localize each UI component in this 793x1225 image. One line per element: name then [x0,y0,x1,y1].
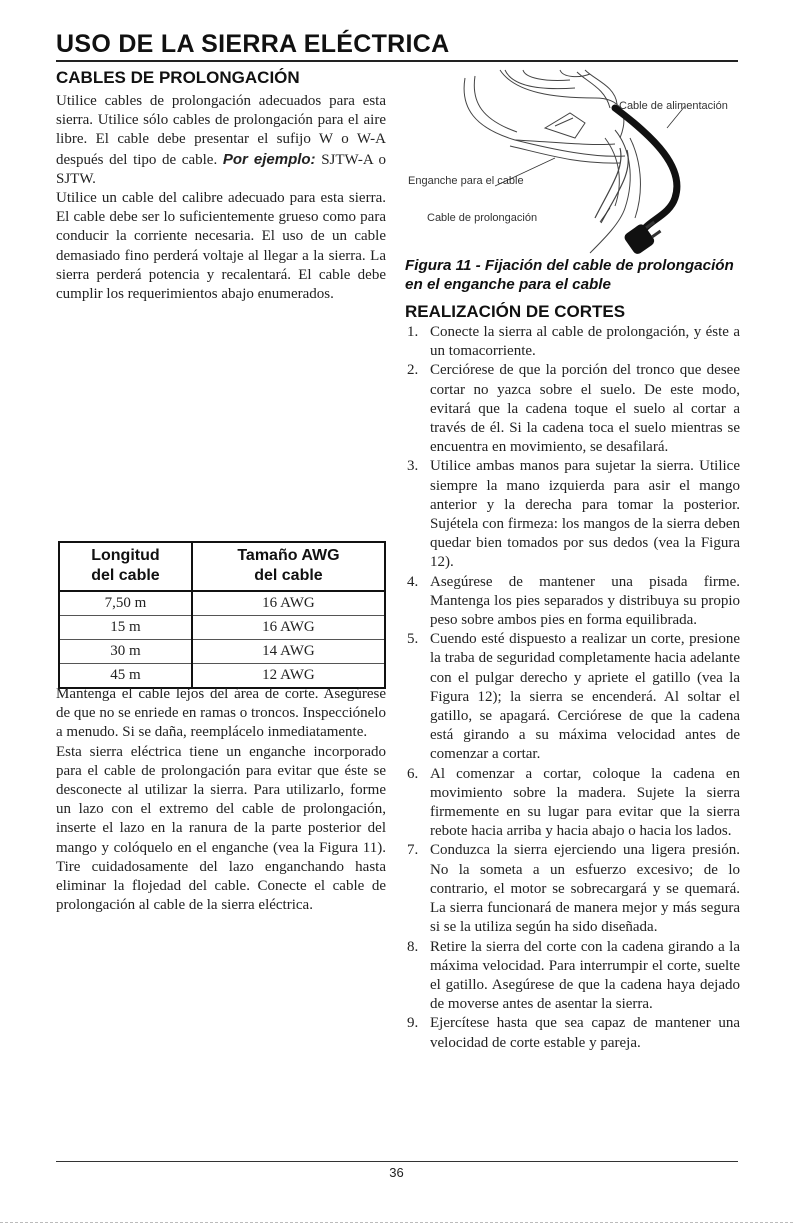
figure-11 [405,68,745,258]
footer-rule [0,1222,793,1223]
list-item [405,1014,740,1052]
cell-awg: 16 AWG [192,591,385,616]
table-row [59,616,385,640]
step-number: 9. [407,1015,419,1032]
label-power-cord: Cable de alimentación [619,100,728,112]
title-rule [56,60,738,62]
step-text: Asegúrese de mantener una pisada firme. Mantenga los pies separados y distribuya su propio peso sobre ambos pies en forma equilibrada. [430,573,740,629]
bottom-rule [56,1161,738,1162]
list-item [405,361,740,457]
cell-length: 45 m [59,664,192,689]
list-item [405,323,740,361]
list-item [405,573,740,631]
section-heading-cortes: REALIZACIÓN DE CORTES [405,302,626,321]
paragraph-cable-gauge: Utilice un cable del calibre adecuado para esta sierra. El cable debe ser lo suficientemente grueso como para conducir la corriente necesaria. El uso de un cable demasiado fino perderá voltaje al llegar a la sierra. La sierra perderá potencia y recalentará. El cable debe cumplir los requerimientos abajo enumerados. [56,190,386,303]
header-length-line1: Longitud [91,547,160,564]
step-text: Cerciórese de que la porción del tronco que desee cortar no yazca sobre el suelo. De este modo, evitará que la cadena toque el suelo al cortar a través de él. Si la cadena toca el suelo mientras se encuentra en movimiento, se desafilará. [430,362,740,456]
step-text: Conduzca la sierra ejerciendo una ligera presión. No la someta a un esfuerzo excesivo; de lo contrario, el motor se sobrecargará y se quemará. La sierra funcionará de manera mejor y más segura si se la utiliza según ha sido diseñada. [430,842,740,936]
step-number: 6. [407,765,419,782]
page-number: 36 [389,1165,404,1180]
paragraph-cable-type [56,92,386,189]
table-row [59,640,385,664]
step-number: 8. [407,938,419,955]
cell-length: 7,50 m [59,591,192,616]
steps-list [405,323,740,1053]
left-column [56,68,386,304]
list-item [405,457,740,572]
header-awg [192,542,385,591]
step-number: 5. [407,631,419,648]
header-awg-line2: del cable [254,567,323,584]
table-header-row [59,542,385,591]
paragraph-keep-cable-away: Mantenga el cable lejos del área de corte. Asegúrese de que no se enriede en ramas o troncos. Inspecciónelo a menudo. Si se daña, reemplácelo inmediatamente. [56,686,386,741]
cord-hook-illustration [405,68,745,258]
paragraph-cable-type-a: Utilice cables de prolongación adecuados para esta sierra. Utilice sólo cables de prolongación para el aire libre. El cable debe presentar el sufijo W o W-A después del tipo de cable. [56,93,386,168]
cell-awg: 12 AWG [192,664,385,689]
header-awg-line1: Tamaño AWG [237,547,340,564]
figure-caption: Figura 11 - Fijación del cable de prolongación en el enganche para el cable [405,257,734,293]
paragraph-cord-hook: Esta sierra eléctrica tiene un enganche incorporado para el cable de prolongación para evitar que éste se desconecte al utilizar la sierra. Para utilizarlo, forme un lazo con el extremo del cable de prolongación, inserte el lazo en la ranura de la parte posterior del mango y colóquelo en el enganche (vea la Figura 11). Tire cuidadosamente del lazo enganchando hasta eliminar la flojedad del cable. Conecte el cable de prolongación al cable de la sierra eléctrica. [56,743,386,914]
cell-length: 15 m [59,616,192,640]
list-item [405,938,740,1015]
step-number: 2. [407,362,419,379]
header-length [59,542,192,591]
list-item [405,765,740,842]
cell-awg: 14 AWG [192,640,385,664]
step-number: 4. [407,573,419,590]
step-text: Al comenzar a cortar, coloque la cadena en movimiento sobre la madera. Sujete la sierra firmemente en su lugar para evitar que la sierra rebote hacia arriba y hacia abajo o hacia los lados. [430,765,740,840]
paragraph-cable-type-b: SJTW-A o SJTW. [56,151,386,187]
list-item [405,630,740,764]
step-text: Ejercítese hasta que sea capaz de mantener una velocidad de corte estable y pareja. [430,1015,740,1051]
cable-size-table [58,541,386,689]
table-row [59,591,385,616]
left-column-lower [56,685,386,915]
header-length-line2: del cable [91,567,160,584]
step-text: Conecte la sierra al cable de prolongación, y éste a un tomacorriente. [430,324,740,360]
step-text: Utilice ambas manos para sujetar la sierra. Utilice siempre la mano izquierda para asir el mango anterior y la derecha para tomar la posterior. Sujétela con firmeza: los mangos de la sierra deben quedar bien tomados por sus dedos (vea la Figura 12). [430,458,740,571]
step-number: 3. [407,458,419,475]
label-extension-cord: Cable de prolongación [427,212,538,224]
step-number: 7. [407,842,419,859]
example-label: Por ejemplo: [222,150,316,168]
step-text: Retire la sierra del corte con la cadena girando a la máxima velocidad. Para interrumpir el corte, suelte el gatillo. Asegúrese de que la cadena haya dejado de moverse antes de asentar la sierra. [430,938,740,1013]
page-title: USO DE LA SIERRA ELÉCTRICA [56,30,450,58]
label-cord-hook: Enganche para el cable [408,175,524,187]
step-number: 1. [407,324,419,340]
cell-length: 30 m [59,640,192,664]
cell-awg: 16 AWG [192,616,385,640]
step-text: Cuendo esté dispuesto a realizar un corte, presione la traba de seguridad completamente hacia adelante con el pulgar derecho y apriete el gatillo (vea la Figura 12); la sierra se encenderá. Al soltar el gatillo, se apagará. Cerciórese de que la cadena está girando a su máxima velocidad antes de comenzar a cortar. [430,631,740,763]
list-item [405,841,740,937]
section-heading-cables: CABLES DE PROLONGACIÓN [56,68,300,87]
